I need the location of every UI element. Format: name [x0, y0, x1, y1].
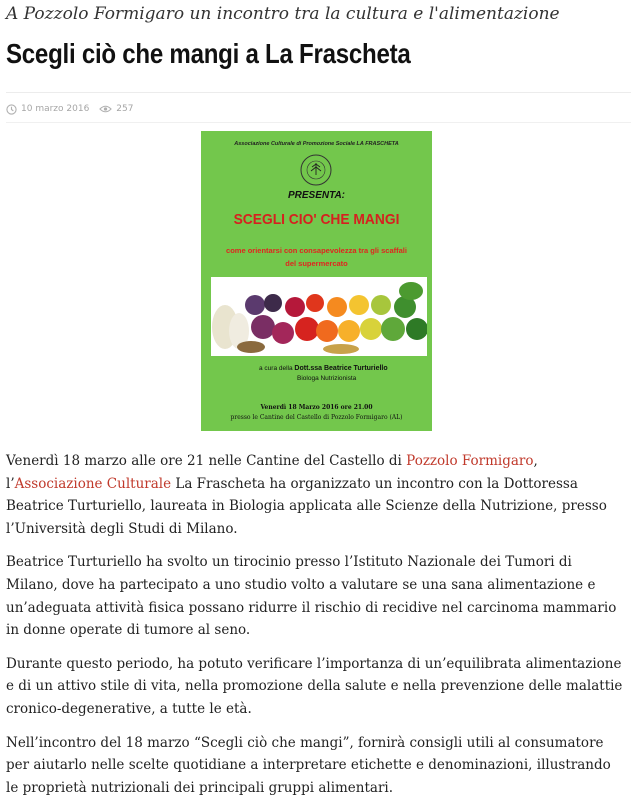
view-count: 257	[116, 104, 134, 114]
paragraph-1	[6, 450, 626, 540]
poster-presenta: PRESENTA:	[287, 190, 346, 201]
poster-speaker: Dott.ssa Beatrice Turturiello	[294, 365, 388, 372]
clock-icon	[6, 104, 17, 115]
poster-cura-prefix: a cura della	[259, 365, 293, 372]
poster-speaker-block	[259, 364, 419, 384]
paragraph-2: Beatrice Turturiello ha svolto un tirocinio presso l’Istituto Nazionale dei Tumori di Milano, dove ha partecipato a uno studio volto a valutare se una sana alimentazione e un’adeguata attività fisica possano ridurre il rischio di recidive nel carcinoma mammario in donne operate di tumore al seno.	[6, 554, 617, 639]
paragraph-text: La Frascheta ha organizzato un incontro con la Dottoressa Beatrice Turturiello, laureata in Biologia applicata alle Scienze della Nutrizione, presso l’Università degli Studi di Milano.	[6, 475, 607, 537]
eye-icon	[99, 104, 112, 114]
poster-speaker-role: Biologa Nutrizionista	[297, 375, 357, 382]
event-poster-image[interactable]	[201, 131, 432, 431]
poster-headline: SCEGLI CIO' CHE MANGI	[233, 211, 400, 228]
poster-subtitle: come orientarsi con consapevolezza tra gli scaffali del supermercato	[226, 246, 407, 268]
produce-illustration	[211, 277, 427, 356]
article-meta	[6, 101, 133, 117]
paragraph-text: Venerdì 18 marzo alle ore 21 nelle Cantine del Castello di	[6, 453, 407, 469]
article-kicker: A Pozzolo Formigaro un incontro tra la cultura e l'alimentazione	[6, 4, 560, 24]
poster-association: Associazione Culturale di Promozione Sociale LA FRASCHETA	[234, 141, 399, 147]
paragraph-4: Nell’incontro del 18 marzo “Scegli ciò che mangi”, fornirà consigli utili al consumatore per aiutarlo nelle scelte quotidiane a interpretare etichette e denominazioni, illustrando le proprietà nutrizionali dei principali gruppi alimentari.	[6, 734, 611, 796]
poster-event-when: Venerdì 18 Marzo 2016 ore 21.00	[260, 404, 373, 411]
paragraph-3: Durante questo periodo, ha potuto verificare l’importanza di un’equilibrata alimentazione e di un attivo stile di vita, nella promozione della salute e nella prevenzione delle malattie cronico-degenerative, a tutte le età.	[6, 655, 623, 717]
link-pozzolo-formigaro[interactable]: Pozzolo Formigaro	[406, 453, 534, 469]
article-date: 10 marzo 2016	[21, 104, 90, 114]
article-title: Scegli ciò che mangi a La Frascheta	[6, 38, 411, 69]
article-body	[6, 450, 626, 810]
poster-event-info	[201, 403, 432, 423]
association-logo-icon	[299, 153, 333, 187]
paragraph-text: , l’	[6, 453, 538, 492]
divider	[6, 92, 631, 93]
link-associazione-culturale[interactable]: Associazione Culturale	[14, 475, 172, 492]
divider	[6, 122, 631, 123]
poster-event-where: presso le Cantine del Castello di Pozzolo Formigaro (AL)	[230, 414, 403, 421]
